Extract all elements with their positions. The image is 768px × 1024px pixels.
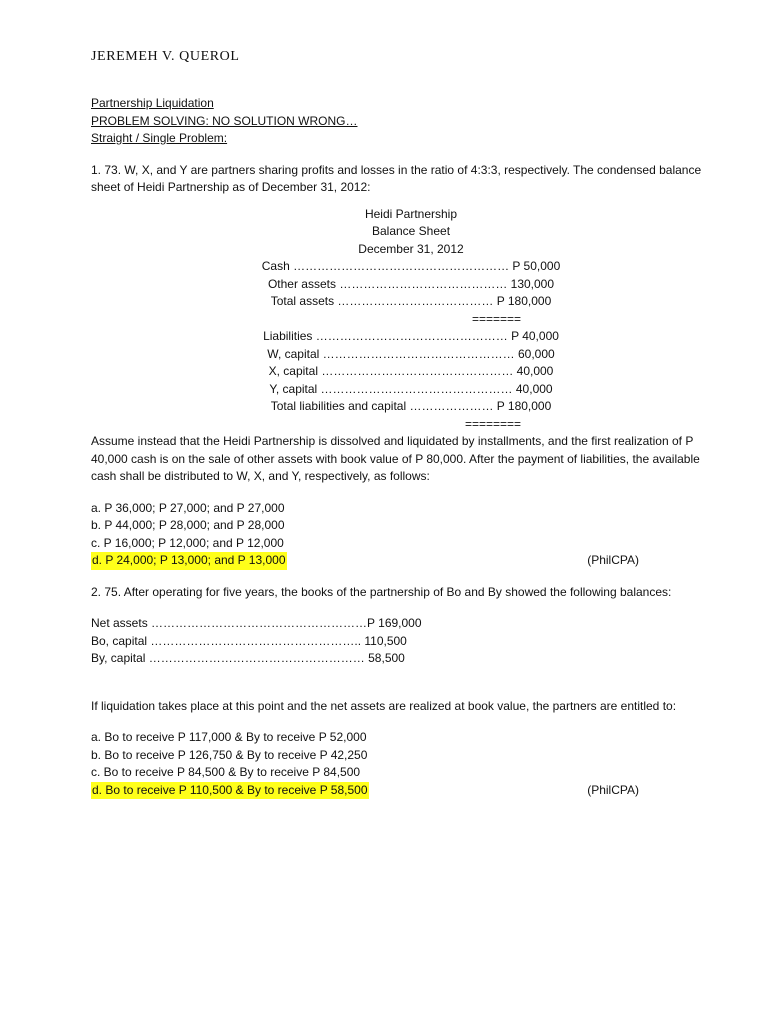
bs-line-w-capital: W, capital ………………………………………… 60,000 bbox=[267, 346, 555, 361]
problem2-question: 2. 75. After operating for five years, the books of the partnership of Bo and By showed the following balances: bbox=[91, 584, 672, 599]
balance-net-assets: Net assets ………………………………………………P 169,000 bbox=[91, 616, 422, 630]
problem2-option-b: b. Bo to receive P 126,750 & By to receive P 42,250 bbox=[91, 747, 368, 762]
type-heading: Straight / Single Problem: bbox=[91, 131, 228, 145]
problem2-balances bbox=[91, 615, 711, 668]
topic-heading: Partnership Liquidation bbox=[91, 96, 214, 110]
bs-rule-1: ======= bbox=[471, 311, 521, 326]
problem1-option-b: b. P 44,000; P 28,000; and P 28,000 bbox=[91, 518, 285, 532]
bs-line-liabilities: Liabilities ………………………………………… P 40,000 bbox=[263, 329, 559, 343]
bs-line-total-assets: Total assets ………………………………… P 180,000 bbox=[270, 294, 552, 308]
bs-line-x-capital: X, capital ………………………………………… 40,000 bbox=[268, 364, 554, 378]
bs-line-other-assets: Other assets …………………………………… 130,000 bbox=[267, 276, 555, 291]
bs-title-3: December 31, 2012 bbox=[358, 241, 464, 256]
balance-sheet bbox=[246, 206, 576, 434]
problem1-option-d-answer: d. P 24,000; P 13,000; and P 13,000 bbox=[91, 552, 287, 570]
bs-title-1: Heidi Partnership bbox=[364, 206, 458, 221]
problem1-question: 1. 73. W, X, and Y are partners sharing profits and losses in the ratio of 4:3:3, respectively. The condensed balance sheet of Heidi Partnership as of December 31, 2012: bbox=[91, 162, 702, 194]
headings bbox=[91, 95, 711, 148]
bs-line-cash: Cash ……………………………………………… P 50,000 bbox=[261, 259, 561, 273]
balance-by-capital: By, capital ……………………………………………… 58,500 bbox=[91, 651, 405, 665]
problem2-followup: If liquidation takes place at this point and the net assets are realized at book value, the partners are entitled to: bbox=[91, 698, 677, 713]
bs-title-2: Balance Sheet bbox=[371, 224, 451, 238]
problem2-option-a: a. Bo to receive P 117,000 & By to receive P 52,000 bbox=[91, 730, 367, 744]
problem1-option-a: a. P 36,000; P 27,000; and P 27,000 bbox=[91, 500, 285, 515]
balance-bo-capital: Bo, capital …………………………………………….. 110,500 bbox=[91, 633, 407, 648]
author-name: JEREMEH V. QUEROL bbox=[91, 49, 240, 64]
bs-line-total-liabilities: Total liabilities and capital ………………… P 180,000 bbox=[270, 399, 552, 413]
problem2-option-d-row bbox=[91, 782, 639, 800]
problem2-options bbox=[91, 729, 711, 799]
problem1-options bbox=[91, 500, 711, 570]
problem2-option-d-answer: d. Bo to receive P 110,500 & By to receive P 58,500 bbox=[91, 782, 369, 800]
problem1-option-d-row bbox=[91, 552, 639, 570]
problem1-option-c: c. P 16,000; P 12,000; and P 12,000 bbox=[91, 535, 284, 550]
bs-line-y-capital: Y, capital ………………………………………… 40,000 bbox=[269, 381, 553, 396]
problem1-followup: Assume instead that the Heidi Partnership is dissolved and liquidated by installments, and the first realization of P 40,000 cash is on the sale of other assets with book value of P 80,000. After the payment of liabilities, the available cash shall be distributed to W, X, and Y, respectively, as follows: bbox=[91, 434, 700, 483]
problem1-source: (PhilCPA) bbox=[587, 553, 639, 567]
bs-rule-2: ======== bbox=[464, 416, 521, 431]
problem2-option-c: c. Bo to receive P 84,500 & By to receive P 84,500 bbox=[91, 765, 361, 779]
problem2-source: (PhilCPA) bbox=[587, 782, 639, 797]
document-page bbox=[91, 48, 711, 813]
subtitle-heading: PROBLEM SOLVING: NO SOLUTION WRONG… bbox=[91, 113, 358, 128]
